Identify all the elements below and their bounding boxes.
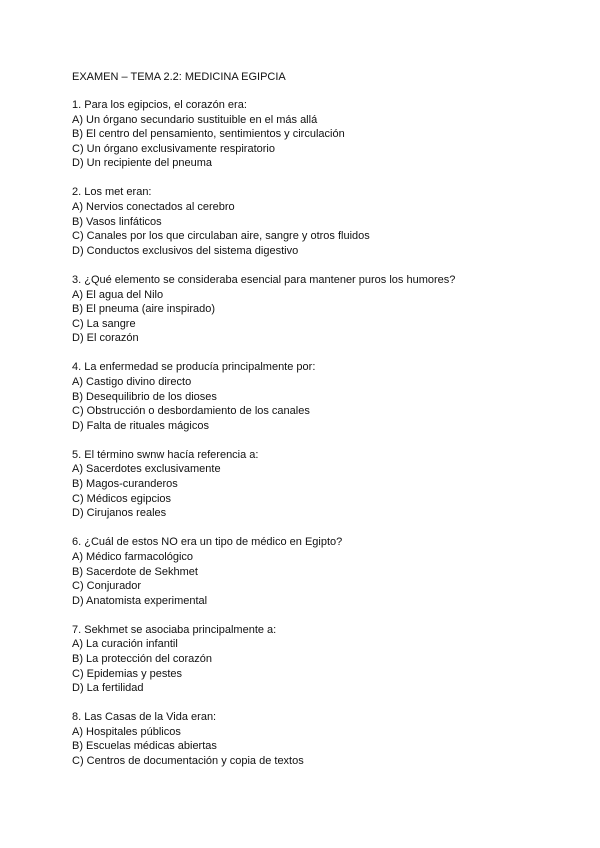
option-c: C) Epidemias y pestes bbox=[72, 667, 183, 680]
option-d: D) Cirujanos reales bbox=[72, 507, 167, 520]
option-b: B) Sacerdote de Sekhmet bbox=[72, 565, 198, 578]
question-5 bbox=[72, 448, 572, 521]
option-a: A) Hospitales públicos bbox=[72, 725, 181, 738]
question-text: 3. ¿Qué elemento se consideraba esencial para mantener puros los humores? bbox=[72, 273, 456, 286]
option-b: B) Vasos linfáticos bbox=[72, 215, 162, 228]
option-b: B) Magos-curanderos bbox=[72, 478, 178, 491]
question-text: 2. Los met eran: bbox=[72, 186, 152, 199]
option-d: D) Conductos exclusivos del sistema digestivo bbox=[72, 244, 299, 257]
question-text: 1. Para los egipcios, el corazón era: bbox=[72, 99, 247, 111]
option-d: D) La fertilidad bbox=[72, 682, 144, 695]
question-8 bbox=[72, 710, 572, 768]
option-a: A) Médico farmacológico bbox=[72, 550, 194, 563]
question-7 bbox=[72, 623, 572, 696]
option-d: D) Anatomista experimental bbox=[72, 594, 208, 607]
option-a: A) Un órgano secundario sustituible en el más allá bbox=[72, 113, 318, 126]
question-text: 8. Las Casas de la Vida eran: bbox=[72, 711, 217, 724]
option-c: C) Médicos egipcios bbox=[72, 492, 172, 505]
option-b: B) El centro del pensamiento, sentimientos y circulación bbox=[72, 128, 345, 141]
question-3 bbox=[72, 273, 572, 346]
option-c: C) Canales por los que circulaban aire, sangre y otros fluidos bbox=[72, 230, 370, 243]
option-b: B) Desequilibrio de los dioses bbox=[72, 390, 217, 403]
question-1 bbox=[72, 98, 572, 171]
question-6 bbox=[72, 535, 572, 608]
option-a: A) La curación infantil bbox=[72, 638, 178, 651]
option-c: C) Conjurador bbox=[72, 580, 142, 593]
question-text: 7. Sekhmet se asociaba principalmente a: bbox=[72, 623, 277, 636]
option-a: A) Castigo divino directo bbox=[72, 376, 192, 388]
option-b: B) El pneuma (aire inspirado) bbox=[72, 303, 216, 316]
question-4 bbox=[72, 360, 572, 433]
option-c: C) Obstrucción o desbordamiento de los canales bbox=[72, 405, 310, 418]
option-c: C) Centros de documentación y copia de textos bbox=[72, 755, 304, 768]
exam-page bbox=[72, 70, 572, 783]
question-2 bbox=[72, 185, 572, 258]
option-d: D) Falta de rituales mágicos bbox=[72, 419, 209, 432]
question-text: 4. La enfermedad se producía principalmente por: bbox=[72, 361, 316, 374]
option-c: C) Un órgano exclusivamente respiratorio bbox=[72, 142, 275, 155]
option-a: A) El agua del Nilo bbox=[72, 288, 164, 301]
option-b: B) La protección del corazón bbox=[72, 653, 213, 665]
question-text: 6. ¿Cuál de estos NO era un tipo de médico en Egipto? bbox=[72, 536, 343, 549]
option-d: D) Un recipiente del pneuma bbox=[72, 157, 213, 170]
option-d: D) El corazón bbox=[72, 332, 139, 345]
exam-title: EXAMEN – TEMA 2.2: MEDICINA EGIPCIA bbox=[72, 71, 286, 83]
question-text: 5. El término swnw hacía referencia a: bbox=[72, 448, 259, 461]
option-a: A) Sacerdotes exclusivamente bbox=[72, 463, 221, 476]
option-c: C) La sangre bbox=[72, 317, 136, 330]
option-a: A) Nervios conectados al cerebro bbox=[72, 201, 235, 214]
option-b: B) Escuelas médicas abiertas bbox=[72, 740, 217, 753]
